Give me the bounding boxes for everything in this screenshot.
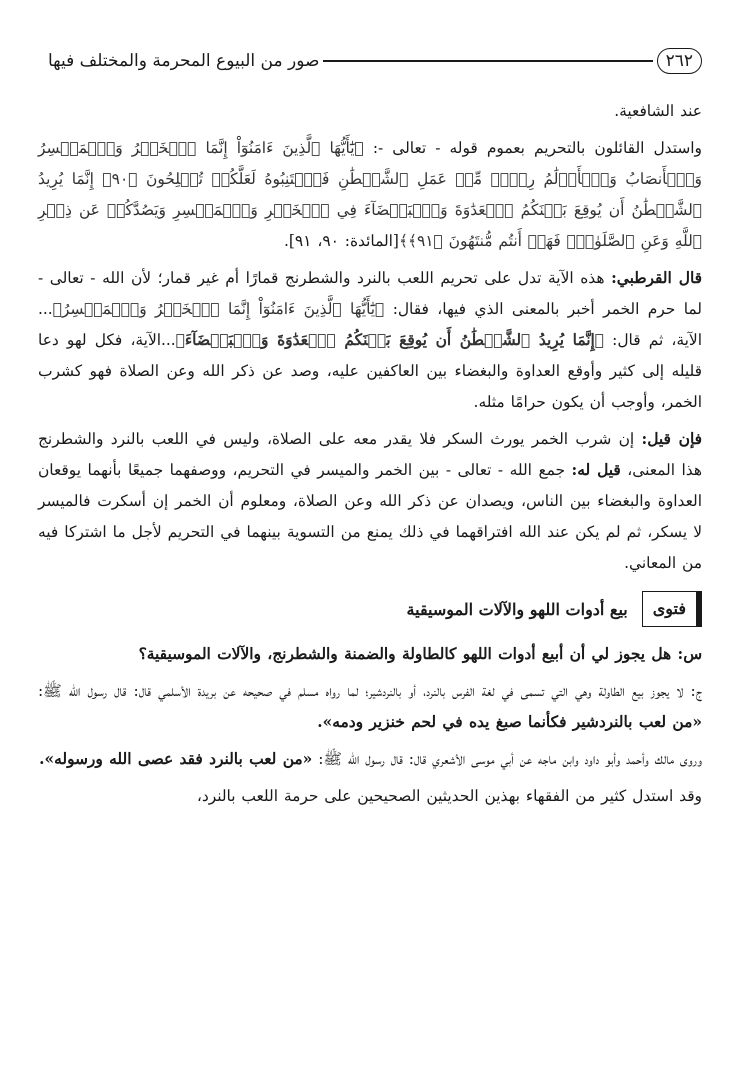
page-number: ٢٦٢ [657, 48, 702, 74]
paragraph-objection [38, 424, 702, 579]
speaker-label: قال القرطبي: [611, 269, 703, 287]
quran-verse: ﴿إِنَّمَا يُرِيدُ ٱلشَّيۡطَٰنُ أَن يُوقِعَ بَيۡنَكُمُ ٱلۡعَدَٰوَةَ وَٱلۡبَغۡضَآءَ﴾ [175, 331, 605, 349]
question-text: س: هل يجوز لي أن أبيع أدوات اللهو كالطاولة والضمنة والشطرنج، والآلات الموسيقية؟ [138, 645, 702, 663]
answer-paragraph-2 [38, 744, 702, 775]
paragraph-text: عند الشافعية. [614, 102, 702, 120]
paragraph-qurtubi [38, 263, 702, 418]
header-rule [323, 60, 652, 62]
page-body [38, 96, 702, 812]
paragraph-evidence [38, 133, 702, 257]
paragraph-text: هذه الآية تدل على تحريم اللعب بالنرد والشطرنج قمارًا أم غير قمار؛ لأن الله - تعالى - لما حرم الخمر أخبر بالمعنى الذي فيها، فقال: [38, 269, 702, 318]
page-header [38, 40, 702, 82]
objection-label: فإن قيل: [641, 430, 702, 448]
fatwa-title: بيع أدوات اللهو والآلات الموسيقية [406, 599, 628, 619]
reply-label: قيل له: [571, 461, 621, 479]
paragraph-text: إن شرب الخمر يورث السكر فلا يقدر معه على الصلاة، وليس في اللعب بالنرد والشطرنج هذا المعنى، [38, 430, 702, 479]
answer-paragraph-3: وقد استدل كثير من الفقهاء بهذين الحديثين الصحيحين على حرمة اللعب بالنرد، [196, 787, 702, 805]
answer-paragraph [38, 676, 702, 738]
quran-verse: ﴿يَٰٓأَيُّهَا ٱلَّذِينَ ءَامَنُوٓاْ إِنَّمَا ٱلۡخَمۡرُ وَٱلۡمَيۡسِرُ﴾ [52, 300, 385, 318]
hadith-quote: «من لعب بالنرد فقد عصى الله ورسوله». [39, 750, 313, 768]
fatwa-heading [38, 589, 702, 629]
paragraph-text: ...الآية، فكل لهو دعا قليله إلى كثير وأوقع العداوة والبغضاء بين العاكفين عليه، وصد عن ذكر الله وعن الصلاة فهو كشرب الخمر، وأوجب أن يكون حرامًا مثله. [38, 331, 702, 411]
paragraph-text: جمع الله - تعالى - بين الخمر والميسر في التحريم، ووصفهما جميعًا بأنهما يوقعان العداوة والبغضاء بين الناس، ويصدان عن ذكر الله وعن الصلاة، ومعلوم أن الخمر إن أسكرت فالميسر لا يسكر، ثم لم يكن عند الله افتراقهما في ذلك يمنع من التسوية بينهما في التحريم لأجل ما اشتركا فيه من المعاني. [38, 461, 702, 572]
quran-verse: ﴿يَٰٓأَيُّهَا ٱلَّذِينَ ءَامَنُوٓاْ إِنَّمَا ٱلۡخَمۡرُ وَٱلۡمَيۡسِرُ وَٱلۡأَنصَابُ وَٱلۡأَزۡلَٰمُ رِجۡسٞ مِّنۡ عَمَلِ ٱلشَّيۡطَٰنِ فَٱجۡتَنِبُوهُ لَعَلَّكُمۡ تُفۡلِحُونَ ﴿٩٠﴾ إِنَّمَا يُرِيدُ ٱلشَّيۡطَٰنُ أَن يُوقِعَ بَيۡنَكُمُ ٱلۡعَدَٰوَةَ وَٱلۡبَغۡضَآءَ فِي ٱلۡخَمۡرِ وَٱلۡمَيۡسِرِ وَيَصُدَّكُمۡ عَن ذِكۡرِ ٱللَّهِ وَعَنِ ٱلصَّلَوٰةِۖ فَهَلۡ أَنتُم مُّنتَهُونَ ﴿٩١﴾﴾ [38, 139, 702, 250]
running-title: صور من البيوع المحرمة والمختلف فيها [48, 51, 320, 71]
verse-reference: [المائدة: ٩٠، ٩١]. [284, 232, 399, 250]
paragraph-text: ... الآية، ثم قال: [38, 300, 702, 349]
fatwa-badge: فتوى [642, 591, 702, 627]
paragraph-text: ج: لا يجوز بيع الطاولة وهي التي تسمى في لغة الفرس بالنرد، أو بالنردشير؛ لما رواه مسلم في صحيحه عن بريدة الأسلمي قال: قال رسول الله ﷺ: [38, 682, 702, 700]
hadith-quote: «من لعب بالنردشير فكأنما صبغ يده في لحم خنزير ودمه». [317, 713, 702, 731]
paragraph-text: وروى مالك وأحمد وأبو داود وابن ماجه عن أبي موسى الأشعري قال: قال رسول الله ﷺ: [312, 750, 702, 768]
paragraph-text: واستدل القائلون بالتحريم بعموم قوله - تعالى -: [363, 139, 702, 157]
paragraph-shafii [38, 96, 702, 127]
